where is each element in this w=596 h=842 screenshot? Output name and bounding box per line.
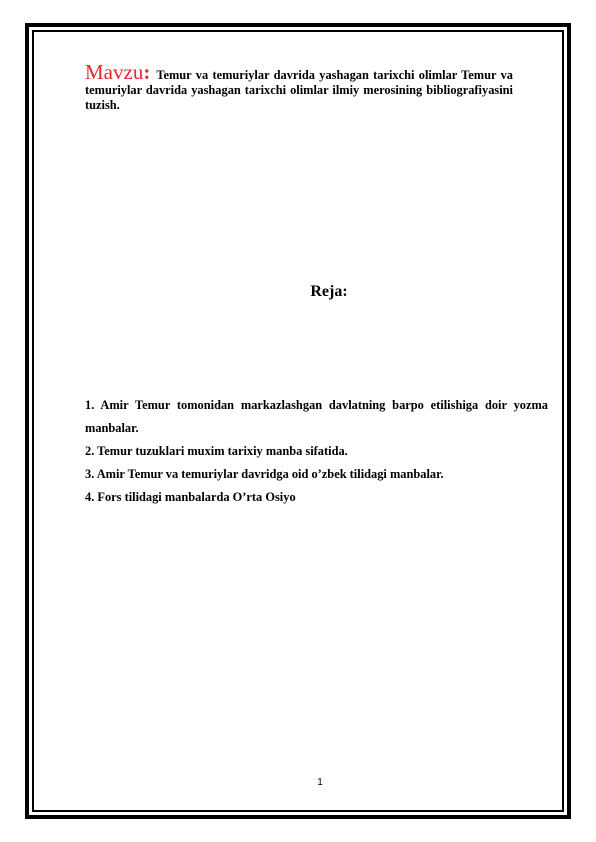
plan-item: 3. Amir Temur va temuriylar davridga oid o’zbek tilidagi manbalar. [85, 467, 444, 481]
plan-item: 4. Fors tilidagi manbalarda O’rta Osiyo [85, 490, 296, 504]
topic-label [85, 60, 150, 84]
plan-item: 2. Temur tuzuklari muxim tarixiy manba sifatida. [85, 444, 348, 458]
topic-label-text: Mavzu [85, 60, 144, 84]
topic-label-colon: : [143, 60, 151, 84]
plan-heading: Reja: [310, 283, 348, 300]
topic-text: Temur va temuriylar davrida yashagan tarixchi olimlar Temur va temuriylar davrida yashagan tarixchi olimlar ilmiy merosining bibliografiyasini tuzish. [85, 68, 513, 112]
page-number: 1 [317, 777, 323, 788]
plan-list [85, 394, 548, 509]
plan-item: 1. Amir Temur tomonidan markazlashgan davlatning barpo etilishiga doir yozma manbalar. [85, 398, 548, 435]
topic-paragraph [85, 62, 513, 113]
